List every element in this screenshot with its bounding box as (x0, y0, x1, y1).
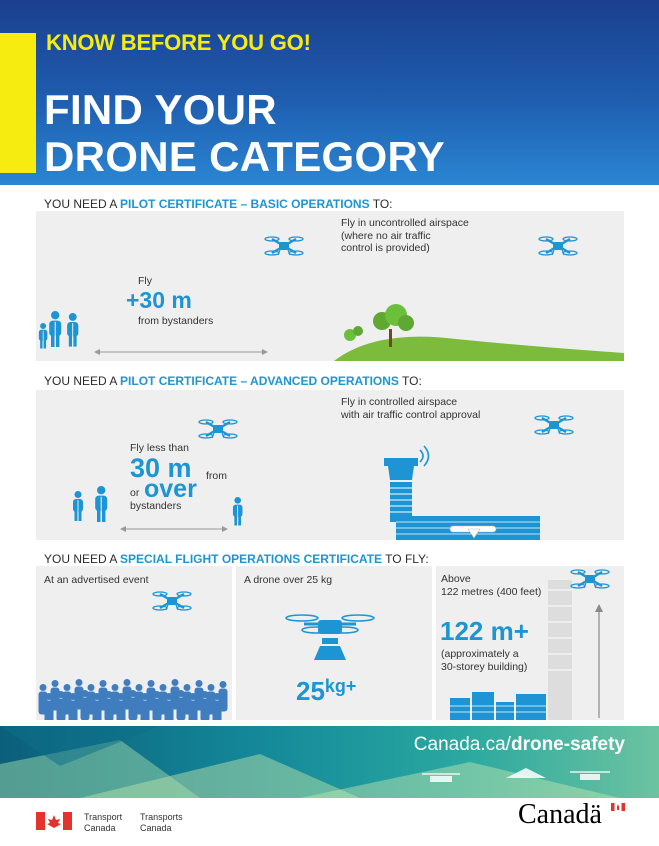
advanced-heading-highlight: PILOT CERTIFICATE – ADVANCED OPERATIONS (120, 374, 399, 388)
person-icon (49, 311, 61, 347)
person-icon (73, 491, 83, 521)
person-icon (67, 313, 78, 347)
advanced-or: or (130, 487, 140, 499)
basic-distance: +30 m (126, 287, 192, 313)
wordmark-flag-icon (611, 803, 625, 811)
canada-flag-icon (36, 812, 72, 830)
title-line-2: DRONE CATEGORY (44, 133, 445, 180)
drone-icon (535, 416, 573, 434)
basic-panel (36, 211, 624, 361)
special-heading-highlight: SPECIAL FLIGHT OPERATIONS CERTIFICATE (120, 552, 383, 566)
advanced-distance: 30 m (130, 453, 192, 483)
advanced-over: over (144, 475, 197, 503)
page-title (44, 86, 445, 180)
basic-bystanders: from bystanders (138, 315, 214, 327)
transport-canada-en: Transport Canada (84, 812, 123, 833)
person-icon (233, 497, 243, 526)
basic-heading-highlight: PILOT CERTIFICATE – BASIC OPERATIONS (120, 197, 370, 211)
advanced-panel (36, 390, 624, 540)
kicker-text: KNOW BEFORE YOU GO! (46, 30, 311, 55)
advanced-bystanders: bystanders (130, 500, 182, 512)
transports-canada-fr: Transports Canada (140, 812, 183, 833)
basic-heading: YOU NEED A PILOT CERTIFICATE – BASIC OPERATIONS TO: (44, 197, 393, 211)
footer-band (0, 726, 659, 798)
event-panel (36, 566, 232, 720)
basic-fly-label: Fly (138, 275, 152, 287)
crowd-icon (39, 679, 228, 720)
yellow-accent-bar (0, 33, 36, 173)
drone-safety-link[interactable]: Canada.ca/drone-safety (413, 734, 625, 755)
header-banner (0, 0, 659, 185)
weight-label: A drone over 25 kg (244, 574, 333, 586)
advanced-fly-less: Fly less than (130, 442, 189, 454)
advanced-heading: YOU NEED A PILOT CERTIFICATE – ADVANCED OPERATIONS TO: (44, 374, 422, 388)
event-label: At an advertised event (44, 574, 149, 586)
drone-icon (571, 570, 609, 588)
hill-shape (334, 337, 624, 361)
advanced-airspace: Fly in controlled airspace with air traffic control approval (341, 396, 481, 421)
drone-icon (153, 592, 191, 610)
drone-icon (539, 237, 577, 255)
canada-wordmark: Canadä (518, 799, 602, 830)
height-value: 122 m+ (440, 616, 529, 646)
title-line-1: FIND YOUR (44, 86, 277, 133)
special-heading: YOU NEED A SPECIAL FLIGHT OPERATIONS CERTIFICATE TO FLY: (44, 552, 429, 566)
advanced-illustration (36, 390, 624, 540)
weight-panel (236, 566, 432, 720)
height-panel (436, 566, 624, 720)
person-icon (95, 486, 107, 522)
drone-icon (265, 237, 303, 255)
person-icon (39, 323, 48, 349)
heavy-drone-icon (286, 615, 374, 660)
weight-value: 25kg+ (296, 676, 357, 706)
advanced-from: from (206, 470, 227, 482)
basic-illustration (36, 211, 624, 361)
crowd-illustration (36, 566, 232, 720)
control-tower-icon (384, 446, 429, 522)
drone-icon (199, 420, 237, 438)
basic-airspace: Fly in uncontrolled airspace (where no air traffic control is provided) (341, 217, 469, 254)
height-above: Above 122 metres (400 feet) (441, 573, 542, 598)
height-note: (approximately a 30-storey building) (441, 648, 528, 673)
footer-drone-icon (570, 772, 610, 780)
